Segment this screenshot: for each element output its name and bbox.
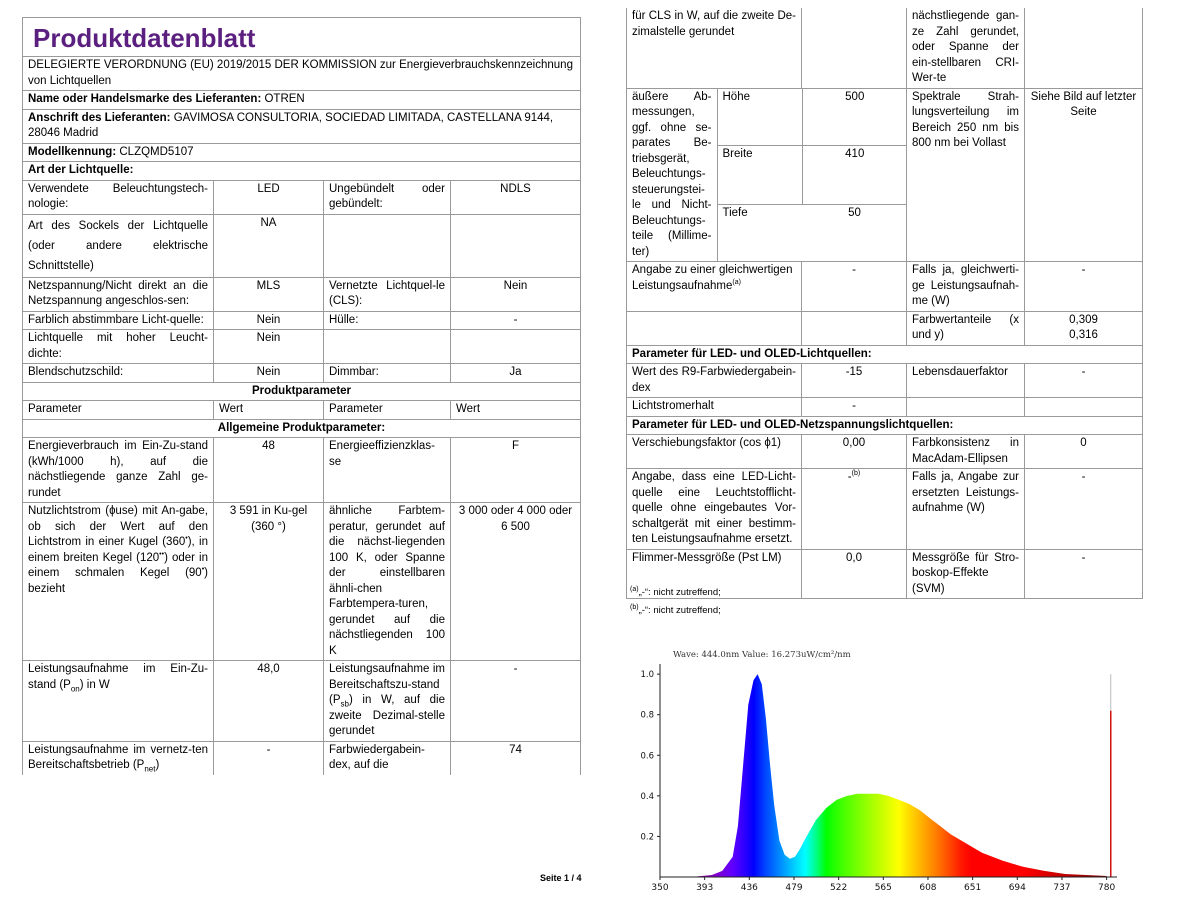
mains-label: Netzspannung/Nicht direkt an die Netzspannung angeschlos-sen: <box>23 277 214 311</box>
model-label: Modellkennung: <box>28 145 117 158</box>
equivalent-power-label <box>627 262 802 312</box>
empty-cell <box>324 214 451 277</box>
high-luminance-label: Lichtquelle mit hoher Leucht-dichte: <box>23 330 214 364</box>
chromaticity-label: Farbwertanteile (x und y) <box>907 311 1025 345</box>
empty-cell <box>451 214 581 277</box>
empty-cell <box>627 311 802 345</box>
supplier-name-label: Name oder Handelsmarke des Lieferanten: <box>28 93 262 105</box>
pon-text: ) in W <box>79 678 110 691</box>
column-header-row <box>23 401 581 420</box>
table-row <box>627 398 1143 417</box>
replaced-power-label: Falls ja, Angabe zur ersetzten Leistungs-aufnahme (W) <box>907 469 1025 550</box>
x-tick-label: 737 <box>1053 883 1071 893</box>
technology-value: LED <box>214 180 324 214</box>
table-row <box>23 364 581 383</box>
empty-cell <box>802 311 907 345</box>
fluorescent-replacement-value <box>802 469 907 550</box>
footnote-a-text: „-“: nicht zutreffend; <box>638 587 721 598</box>
y-tick-label: 1.0 <box>640 670 654 681</box>
supplier-address: GAVIMOSA CONSULTORIA, SOCIEDAD LIMITADA, CASTELLANA 9144, 28046 Madrid <box>28 111 554 139</box>
flicker-metric-value: 0,0 <box>802 549 907 599</box>
dim-depth-label: Tiefe <box>717 204 802 261</box>
table-row <box>627 311 1143 345</box>
tunable-label: Farblich abstimmbare Licht-quelle: <box>23 311 214 330</box>
r9-value: -15 <box>802 364 907 398</box>
supplier-name: OTREN <box>264 93 305 105</box>
dim-depth-value: 50 <box>848 206 861 219</box>
x-tick-label: 350 <box>651 883 669 893</box>
dim-width-label: Breite <box>717 145 802 204</box>
mains-params-header: Parameter für LED- und OLED-Netzspannungslichtquellen: <box>627 416 1143 435</box>
table-row <box>627 8 1143 88</box>
stroboscopic-metric-value: - <box>1025 549 1143 599</box>
cri-label-cont: nächstliegende gan-ze Zahl gerundet, oder Spanne der ein-stellbaren CRI-Wer-te <box>907 8 1025 88</box>
footnote-b-marker: (b) <box>630 603 639 611</box>
chart-title: Wave: 444.0nm Value: 16.273uW/cm²/nm <box>673 650 851 660</box>
colour-consistency-label: Farbkonsistenz in MacAdam-Ellipsen <box>907 435 1025 469</box>
product-params-header: Produktparameter <box>23 382 581 401</box>
y-tick-label: 0.8 <box>640 710 654 721</box>
led-params-header: Parameter für LED- und OLED-Lichtquellen: <box>627 345 1143 364</box>
model-row <box>23 143 581 162</box>
x-tick-label: 479 <box>785 883 803 893</box>
table-row <box>23 741 581 775</box>
equivalent-power-w-value: - <box>1025 262 1143 312</box>
chromaticity-y: 0,316 <box>1069 329 1098 341</box>
efficiency-class-value: F <box>451 438 581 503</box>
tunable-value: Nein <box>214 311 324 330</box>
empty-cell <box>1025 398 1143 417</box>
dimmable-label: Dimmbar: <box>324 364 451 383</box>
table-row <box>627 88 1143 262</box>
antiglare-value: Nein <box>214 364 324 383</box>
networked-standby-label <box>23 741 214 775</box>
useful-flux-label: Nutzlichtstrom (ɸuse) mit An-gabe, ob sich der Wert auf den Lichtstrom in einer Kugel (360•), in einem breiten Kegel (120••) oder in einem schmalen Kegel (90•) bezieht <box>23 503 214 661</box>
page-title: Produktdatenblatt <box>33 23 256 53</box>
on-mode-power-label <box>23 661 214 742</box>
networked-standby-value: - <box>214 741 324 775</box>
table-row <box>23 330 581 364</box>
cls-standby-label-cont: für CLS in W, auf die zweite De-zimalstelle gerundet <box>627 8 802 88</box>
empty-cell <box>1025 8 1143 88</box>
standby-power-label <box>324 661 451 742</box>
col-param-header: Parameter <box>23 401 214 420</box>
pnet-subscript: net <box>144 764 156 774</box>
regulation-text: DELEGIERTE VERORDNUNG (EU) 2019/2015 DER KOMMISSION zur Energieverbrauchskennzeichnung von Lichtquellen <box>23 57 581 91</box>
high-luminance-value: Nein <box>214 330 324 364</box>
table-row <box>627 364 1143 398</box>
cri-label: Farbwiedergabein-dex, auf die <box>324 741 451 775</box>
table-row <box>23 311 581 330</box>
footnote-a <box>630 587 721 598</box>
y-tick-label: 0.2 <box>640 832 654 843</box>
flux-text: ) oder in einem schmalen Kegel (90 <box>28 551 209 579</box>
x-tick-label: 651 <box>964 883 982 893</box>
envelope-label: Hülle: <box>324 311 451 330</box>
x-tick-label: 608 <box>919 883 937 893</box>
displacement-factor-label: Verschiebungsfaktor (cos ϕ1) <box>627 435 802 469</box>
supplier-name-row <box>23 91 581 110</box>
directional-label: Ungebündelt oder gebündelt: <box>324 180 451 214</box>
flux-text: Nutzlichtstrom (ɸuse) mit An-gabe, ob sich der Wert auf den Lichtstrom in einer Kugel (360 <box>28 505 208 548</box>
table-row <box>23 277 581 311</box>
dimmable-value: Ja <box>451 364 581 383</box>
dimensions-label: äußere Ab-messungen, ggf. ohne se-parates Be-triebsgerät, Beleuchtungs-steuerungstei-le und Nicht-Beleuchtungs-teile (Millime-ter) <box>627 89 717 262</box>
on-mode-power-value: 48,0 <box>214 661 324 742</box>
pon-subscript: on <box>70 683 80 693</box>
flux-text: ), in einem breiten Kegel (120 <box>28 536 208 564</box>
displacement-factor-value: 0,00 <box>802 435 907 469</box>
stroboscopic-metric-label: Messgröße für Stro-boskop-Effekte (SVM) <box>907 549 1025 599</box>
empty-cell <box>324 330 451 364</box>
footnote-ref-b: (b) <box>851 470 861 478</box>
footnote-b-text: „-“: nicht zutreffend; <box>638 605 721 616</box>
x-tick-label: 436 <box>740 883 758 893</box>
y-tick-label: 0.4 <box>640 791 654 802</box>
replace-value-text: - <box>847 471 852 483</box>
x-tick-label: 393 <box>696 883 714 893</box>
psb-text: Leistungsaufnahme im Bereitschaftszu-stand (P <box>329 663 445 706</box>
dim-height-label: Höhe <box>717 89 802 146</box>
cls-value: Nein <box>451 277 581 311</box>
pnet-text: Leistungsaufnahme im vernetz-ten Bereitschaftsbetrieb (P <box>28 743 208 771</box>
table-row <box>23 180 581 214</box>
mains-value: MLS <box>214 277 324 311</box>
cls-label: Vernetzte Lichtquel-le (CLS): <box>324 277 451 311</box>
survival-factor-value: - <box>1025 364 1143 398</box>
survival-factor-label: Lebensdauerfaktor <box>907 364 1025 398</box>
flicker-metric-label: Flimmer-Messgröße (Pst LM) <box>627 549 802 599</box>
col-param-header: Parameter <box>324 401 451 420</box>
col-value-header: Wert <box>451 401 581 420</box>
dimensions-table <box>627 89 907 262</box>
chromaticity-value <box>1025 311 1143 345</box>
cap-type-value: NA <box>214 214 324 277</box>
technology-label: Verwendete Beleuchtungstech-nologie: <box>23 180 214 214</box>
pon-text: Leistungsaufnahme im Ein-Zu-stand (P <box>28 663 208 691</box>
energy-consumption-label: Energieverbrauch im Ein-Zu-stand (kWh/1000 h), auf die nächstliegende ganze Zahl ge-rundet <box>23 438 214 503</box>
right-page <box>626 8 1143 599</box>
equivalent-power-w-label: Falls ja, gleichwerti-ge Leistungsaufnah-me (W) <box>907 262 1025 312</box>
dim-width-value: 410 <box>802 145 907 204</box>
fluorescent-replacement-label: Angabe, dass eine LED-Licht-quelle eine Leuchtstofflicht-quelle ohne eingebautes Vor-schaltgerät mit einer bestimm-ten Leistungsaufnahme ersetzt. <box>627 469 802 550</box>
spectral-distribution-value: Siehe Bild auf letzter Seite <box>1025 88 1143 262</box>
standby-power-value: - <box>451 661 581 742</box>
empty-cell <box>802 8 907 88</box>
table-row <box>627 435 1143 469</box>
x-tick-label: 565 <box>874 883 892 893</box>
supplier-address-row <box>23 109 581 143</box>
cct-label: ähnliche Farbtem-peratur, gerundet auf die nächst-liegenden 100 K, oder Spanne der einstellbaren ähnli-chen Farbtempera-turen, gerundet auf die nächstliegenden 100 K <box>324 503 451 661</box>
equivalent-power-value: - <box>802 262 907 312</box>
model-id: CLZQMD5107 <box>119 145 194 158</box>
equiv-text: Angabe zu einer gleichwertigen Leistungsaufnahme <box>632 264 793 292</box>
table-row <box>627 469 1143 550</box>
table-row <box>23 438 581 503</box>
table-row <box>23 503 581 661</box>
x-tick-label: 780 <box>1098 883 1116 893</box>
envelope-value: - <box>451 311 581 330</box>
useful-flux-value: 3 591 in Ku-gel (360 °) <box>214 503 324 661</box>
lumen-maintenance-value: - <box>802 398 907 417</box>
table-row <box>23 214 581 277</box>
left-page <box>22 17 581 775</box>
lumen-maintenance-label: Lichtstromerhalt <box>627 398 802 417</box>
product-datasheet-table-right <box>626 8 1143 599</box>
dim-height-value: 500 <box>802 89 907 146</box>
table-row <box>627 262 1143 312</box>
x-tick-label: 694 <box>1008 883 1026 893</box>
supplier-address-label: Anschrift des Lieferanten: <box>28 111 171 124</box>
directional-value: NDLS <box>451 180 581 214</box>
r9-label: Wert des R9-Farbwiedergabein-dex <box>627 364 802 398</box>
light-source-type-header: Art der Lichtquelle: <box>23 162 581 181</box>
general-params-header: Allgemeine Produktparameter: <box>23 419 581 438</box>
chromaticity-x: 0,309 <box>1069 313 1098 326</box>
cct-value: 3 000 oder 4 000 oder 6 500 <box>451 503 581 661</box>
y-tick-label: 0.6 <box>640 751 654 762</box>
empty-cell <box>451 330 581 364</box>
empty-cell <box>907 398 1025 417</box>
col-value-header: Wert <box>214 401 324 420</box>
cap-type-label: Art des Sockels der Lichtquelle (oder andere elektrische Schnittstelle) <box>23 214 214 277</box>
product-datasheet-table-left <box>22 17 581 775</box>
efficiency-class-label: Energieeffizienzklas-se <box>324 438 451 503</box>
replaced-power-value: - <box>1025 469 1143 550</box>
antiglare-label: Blendschutzschild: <box>23 364 214 383</box>
psb-subscript: sb <box>340 699 349 709</box>
footnote-ref-a: (a) <box>732 278 741 286</box>
footnote-a-marker: (a) <box>630 585 639 593</box>
cri-value: 74 <box>451 741 581 775</box>
x-tick-label: 522 <box>830 883 848 893</box>
footnote-b <box>630 605 721 616</box>
energy-consumption-value: 48 <box>214 438 324 503</box>
dimensions-cell <box>627 88 907 262</box>
spectral-distribution-label: Spektrale Strah-lungsverteilung im Bereich 250 nm bis 800 nm bei Vollast <box>907 88 1025 262</box>
psb-text: ) in W, auf die zweite Dezimal-stelle gerundet <box>329 694 445 737</box>
page-number: Seite 1 / 4 <box>540 873 582 883</box>
flux-text: ) bezieht <box>28 567 208 595</box>
pnet-text: ) <box>155 759 160 771</box>
table-row <box>23 661 581 742</box>
colour-consistency-value: 0 <box>1025 435 1143 469</box>
spectral-distribution-chart <box>633 640 1133 895</box>
